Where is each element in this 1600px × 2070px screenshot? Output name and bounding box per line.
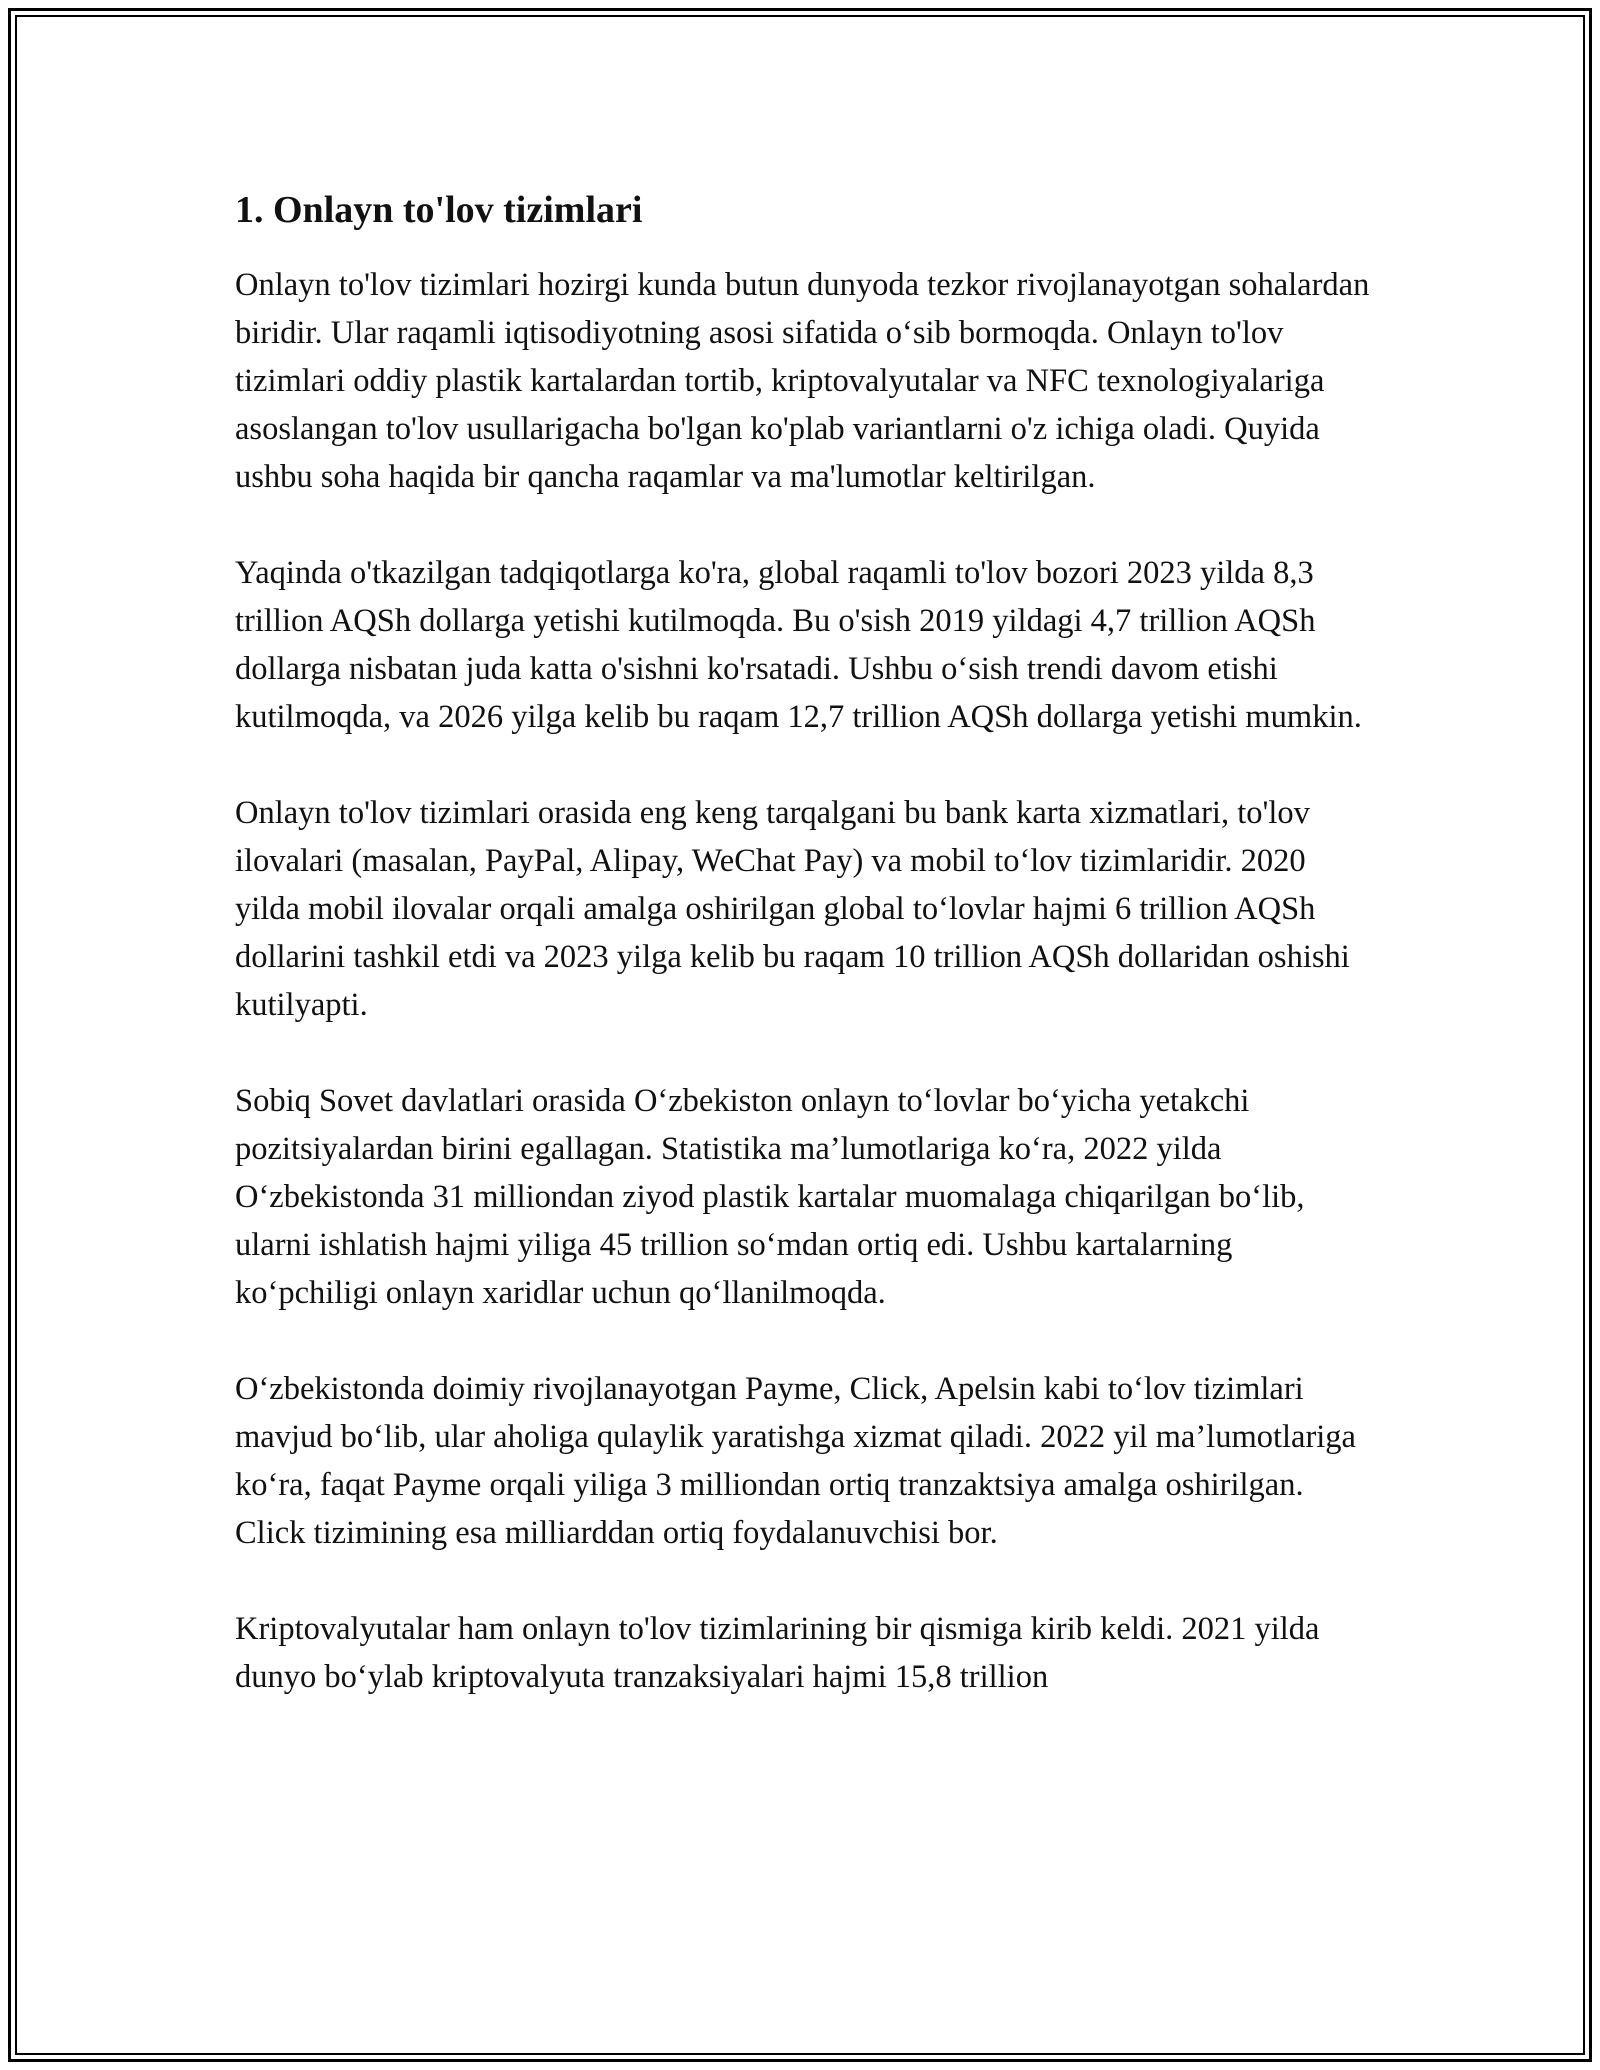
paragraph-uzbekistan-cards: Sobiq Sovet davlatlari orasida O‘zbekiston onlayn to‘lovlar bo‘yicha yetakchi pozitsiyalardan birini egallagan. Statistika ma’lumotlariga ko‘ra, 2022 yilda O‘zbekistonda 31 milliondan ziyod plastik kartalar muomalaga chiqarilgan bo‘lib, ularni ishlatish hajmi yiliga 45 trillion so‘mdan ortiq edi. Ushbu kartalarning ko‘pchiligi onlayn xaridlar uchun qo‘llanilmoqda.: [235, 1083, 1305, 1312]
paragraph-payment-types: Onlayn to'lov tizimlari orasida eng keng tarqalgani bu bank karta xizmatlari, to'lov ilovalari (masalan, PayPal, Alipay, WeChat Pay) va mobil to‘lov tizimlaridir. 2020 yilda mobil ilovalar orqali amalga oshirilgan global to‘lovlar hajmi 6 trillion AQSh dollarini tashkil etdi va 2023 yilga kelib bu raqam 10 trillion AQSh dollaridan oshishi kutilyapti.: [235, 795, 1350, 1024]
paragraph-intro: Onlayn to'lov tizimlari hozirgi kunda butun dunyoda tezkor rivojlanayotgan sohalardan biridir. Ular raqamli iqtisodiyotning asosi sifatida o‘sib bormoqda. Onlayn to'lov tizimlari oddiy plastik kartalardan tortib, kriptovalyutalar va NFC texnologiyalariga asoslangan to'lov usullarigacha bo'lgan ko'plab variantlarni o'z ichiga oladi. Quyida ushbu soha haqida bir qancha raqamlar va ma'lumotlar keltirilgan.: [235, 267, 1370, 496]
paragraph-uzbekistan-systems: O‘zbekistonda doimiy rivojlanayotgan Payme, Click, Apelsin kabi to‘lov tizimlari mavjud bo‘lib, ular aholiga qulaylik yaratishga xizmat qiladi. 2022 yil ma’lumotlariga ko‘ra, faqat Payme orqali yiliga 3 milliondan ortiq tranzaktsiya amalga oshirilgan. Click tizimining esa milliarddan ortiq foydalanuvchisi bor.: [235, 1371, 1356, 1552]
paragraph-global-market: Yaqinda o'tkazilgan tadqiqotlarga ko'ra, global raqamli to'lov bozori 2023 yilda 8,3 trillion AQSh dollarga yetishi kutilmoqda. Bu o'sish 2019 yildagi 4,7 trillion AQSh dollarga nisbatan juda katta o'sishni ko'rsatadi. Ushbu o‘sish trendi davom etishi kutilmoqda, va 2026 yilga kelib bu raqam 12,7 trillion AQSh dollarga yetishi mumkin.: [235, 555, 1362, 736]
paragraph-crypto: Kriptovalyutalar ham onlayn to'lov tizimlarining bir qismiga kirib keldi. 2021 yilda dunyo bo‘ylab kriptovalyuta tranzaksiyalari hajmi 15,8 trillion: [235, 1611, 1320, 1696]
document-body: [235, 186, 1370, 1749]
section-heading: 1. Onlayn to'lov tizimlari: [235, 189, 643, 231]
